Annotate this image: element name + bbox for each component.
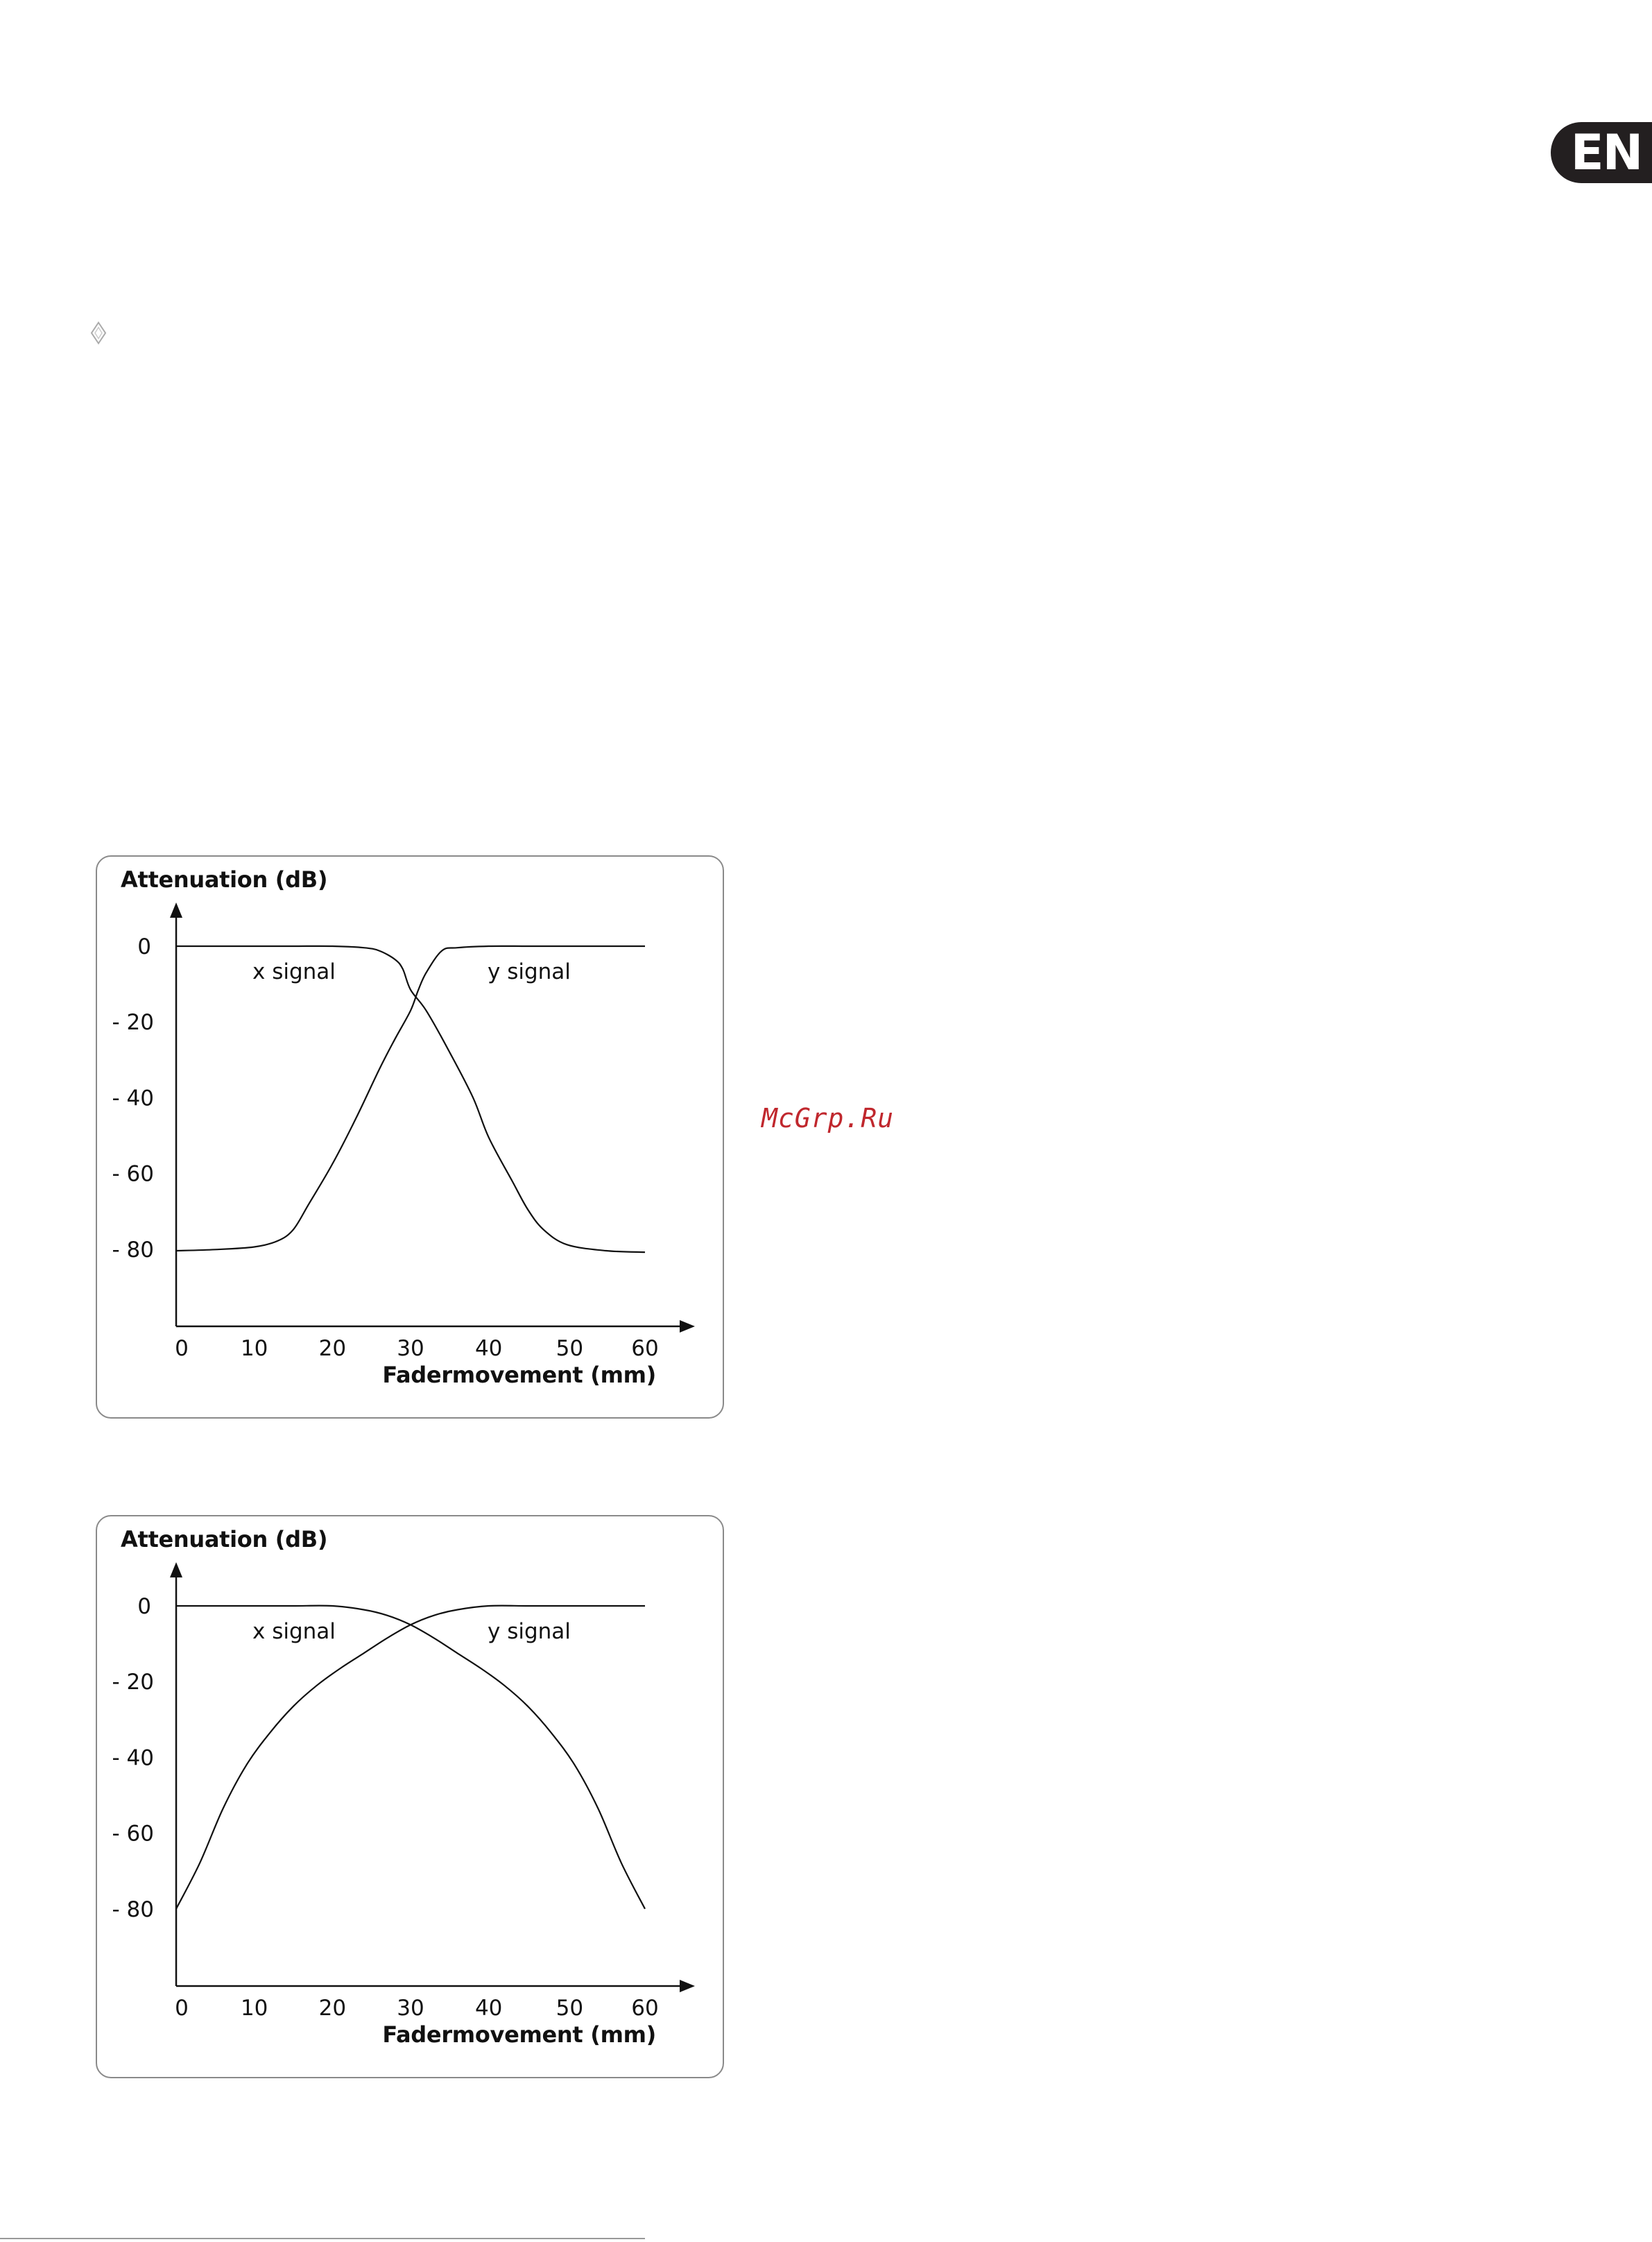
y-tick-label: - 60 bbox=[112, 1161, 154, 1187]
x-tick-label: 0 bbox=[175, 1996, 189, 2021]
series-label: x signal bbox=[252, 959, 336, 984]
crossfader-curve-chart-steep bbox=[96, 855, 724, 1419]
x-tick-label: 30 bbox=[397, 1996, 424, 2021]
watermark: McGrp.Ru bbox=[762, 1103, 895, 1133]
series-label: y signal bbox=[488, 1619, 571, 1644]
series-line-x-signal bbox=[176, 946, 645, 1251]
x-tick-label: 30 bbox=[397, 1336, 424, 1361]
x-tick-label: 10 bbox=[240, 1336, 268, 1361]
y-tick-label: 0 bbox=[137, 1594, 151, 1619]
x-tick-label: 50 bbox=[556, 1996, 584, 2021]
y-tick-label: - 60 bbox=[112, 1821, 154, 1847]
series-line-y-signal bbox=[176, 946, 645, 1252]
y-tick-label: - 80 bbox=[112, 1897, 154, 1922]
chart-plot bbox=[97, 1516, 725, 2080]
y-tick-label: 0 bbox=[137, 934, 151, 959]
x-axis-label: Fadermovement (mm) bbox=[382, 2021, 656, 2048]
y-tick-label: - 40 bbox=[112, 1745, 154, 1771]
x-tick-label: 40 bbox=[474, 1996, 503, 2021]
x-tick-label: 20 bbox=[318, 1336, 347, 1361]
footer-divider bbox=[0, 2238, 645, 2239]
x-tick-label: 10 bbox=[240, 1996, 268, 2021]
x-tick-label: 40 bbox=[474, 1336, 503, 1361]
language-badge: EN bbox=[1551, 122, 1652, 183]
x-axis-arrow bbox=[680, 1980, 695, 1992]
x-tick-label: 0 bbox=[175, 1336, 189, 1361]
y-axis-arrow bbox=[170, 902, 182, 918]
y-tick-label: - 80 bbox=[112, 1237, 154, 1263]
chart-plot bbox=[97, 857, 725, 1420]
x-axis-arrow bbox=[680, 1320, 695, 1333]
series-line-y-signal bbox=[176, 1606, 645, 1909]
x-tick-label: 50 bbox=[556, 1336, 584, 1361]
y-tick-label: - 20 bbox=[112, 1670, 154, 1695]
series-label: x signal bbox=[252, 1619, 336, 1644]
y-tick-label: - 40 bbox=[112, 1086, 154, 1111]
series-label: y signal bbox=[488, 959, 571, 984]
x-axis-label: Fadermovement (mm) bbox=[382, 1362, 656, 1388]
chart-title: Attenuation (dB) bbox=[121, 1526, 328, 1552]
x-tick-label: 60 bbox=[631, 1336, 659, 1361]
x-tick-label: 20 bbox=[318, 1996, 347, 2021]
chart-title: Attenuation (dB) bbox=[121, 866, 328, 893]
crossfader-curve-chart-smooth bbox=[96, 1515, 724, 2078]
series-line-x-signal bbox=[176, 1606, 645, 1909]
y-axis-arrow bbox=[170, 1562, 182, 1577]
x-tick-label: 60 bbox=[631, 1996, 659, 2021]
diamond-icon bbox=[89, 321, 108, 345]
y-tick-label: - 20 bbox=[112, 1010, 154, 1036]
